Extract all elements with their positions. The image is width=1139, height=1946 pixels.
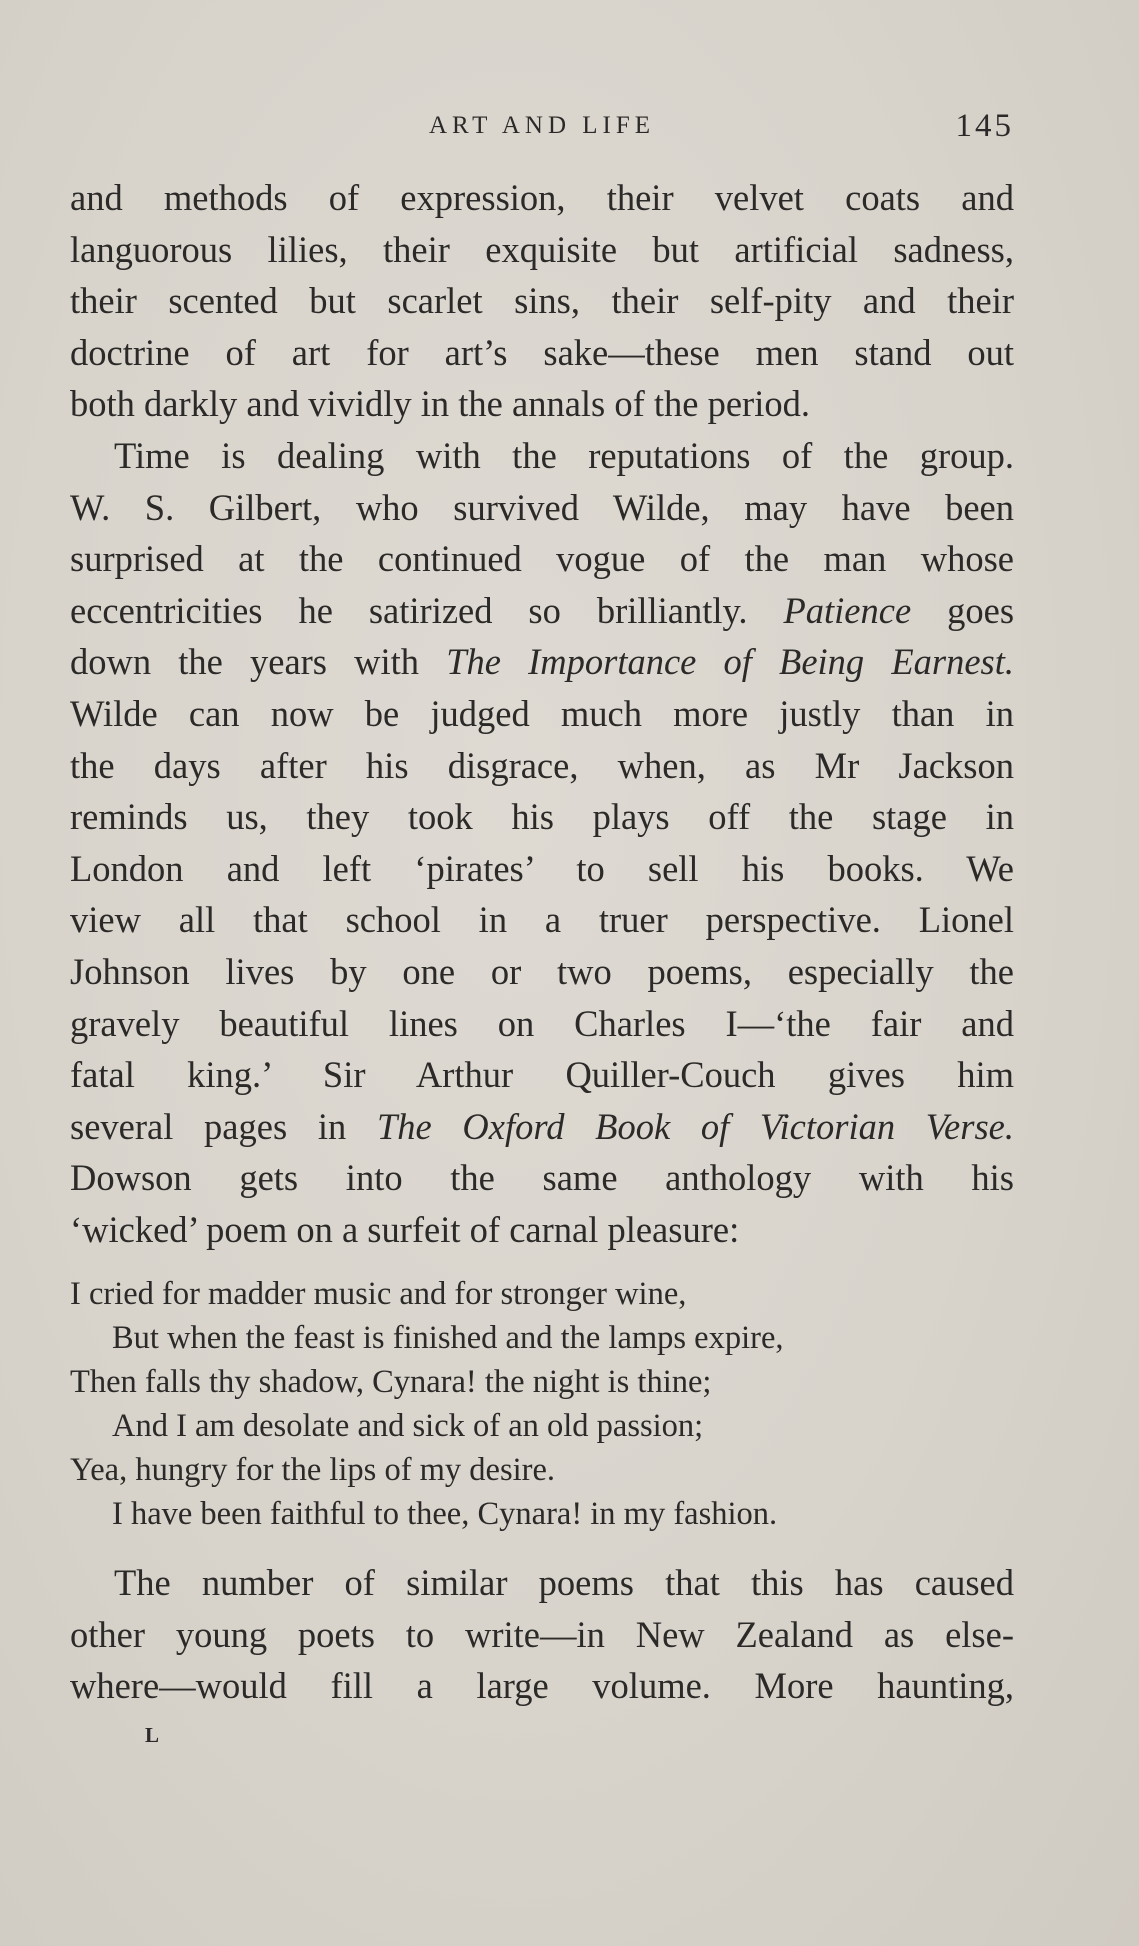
- text-segment: several pages in: [70, 1105, 347, 1147]
- poem-quote: [70, 1272, 1014, 1536]
- running-head: ART AND LIFE: [428, 112, 656, 139]
- text-line: [70, 1101, 1014, 1153]
- signature-mark: L: [145, 1723, 162, 1747]
- verse-line: I cried for madder music and for stronger wine,: [70, 1276, 687, 1312]
- text-line: Time is dealing with the reputations of the group.: [114, 434, 1014, 476]
- text-line: view all that school in a truer perspective. Lionel: [70, 899, 1014, 941]
- text-segment: goes: [947, 589, 1015, 631]
- page-header: [70, 108, 1014, 148]
- text-line: where—would fill a large volume. More haunting,: [70, 1665, 1014, 1707]
- text-line: ‘wicked’ poem on a surfeit of carnal pleasure:: [70, 1208, 740, 1250]
- verse-line: I have been faithful to thee, Cynara! in my fashion.: [112, 1496, 778, 1532]
- text-line: [70, 636, 1014, 688]
- verse-line: But when the feast is finished and the lamps expire,: [112, 1320, 784, 1356]
- text-line: the days after his disgrace, when, as Mr Jackson: [70, 744, 1014, 786]
- verse-line: Yea, hungry for the lips of my desire.: [70, 1452, 556, 1488]
- text-line: Johnson lives by one or two poems, especially the: [70, 950, 1014, 992]
- text-line: both darkly and vividly in the annals of the period.: [70, 383, 810, 425]
- title-patience: Patience: [783, 589, 912, 631]
- text-line: Dowson gets into the same anthology with his: [70, 1157, 1014, 1199]
- verse-line: And I am desolate and sick of an old passion;: [112, 1408, 704, 1444]
- text-line: The number of similar poems that this has caused: [114, 1562, 1014, 1603]
- text-line: fatal king.’ Sir Arthur Quiller-Couch gives him: [70, 1054, 1014, 1096]
- text-line: languorous lilies, their exquisite but artificial sadness,: [70, 228, 1014, 270]
- title-oxford-book: The Oxford Book of Victorian Verse.: [376, 1105, 1014, 1147]
- text-line: surprised at the continued vogue of the man whose: [70, 538, 1014, 580]
- text-line: gravely beautiful lines on Charles I—‘the fair and: [70, 1002, 1014, 1044]
- text-segment: eccentricities he satirized so brilliantly.: [70, 589, 748, 631]
- body-text: [70, 172, 1014, 1255]
- text-line: and methods of expression, their velvet coats and: [70, 177, 1014, 218]
- text-line: doctrine of art for art’s sake—these men stand out: [70, 331, 1014, 373]
- text-segment: down the years with: [70, 641, 420, 683]
- text-line: their scented but scarlet sins, their self-pity and their: [70, 280, 1014, 322]
- page-number: 145: [955, 108, 1014, 144]
- text-line: London and left ‘pirates’ to sell his books. We: [70, 847, 1014, 889]
- verse-line: Then falls thy shadow, Cynara! the night is thine;: [70, 1364, 712, 1400]
- text-line: reminds us, they took his plays off the stage in: [70, 796, 1014, 838]
- text-line: W. S. Gilbert, who survived Wilde, may have been: [70, 486, 1014, 528]
- title-importance-of-being-earnest: The Importance of Being Earnest.: [446, 641, 1014, 683]
- body-text-continued: [70, 1557, 1014, 1712]
- text-line: Wilde can now be judged much more justly than in: [70, 692, 1014, 734]
- text-line: [70, 585, 1014, 637]
- text-line: other young poets to write—in New Zealand as else-: [70, 1613, 1014, 1655]
